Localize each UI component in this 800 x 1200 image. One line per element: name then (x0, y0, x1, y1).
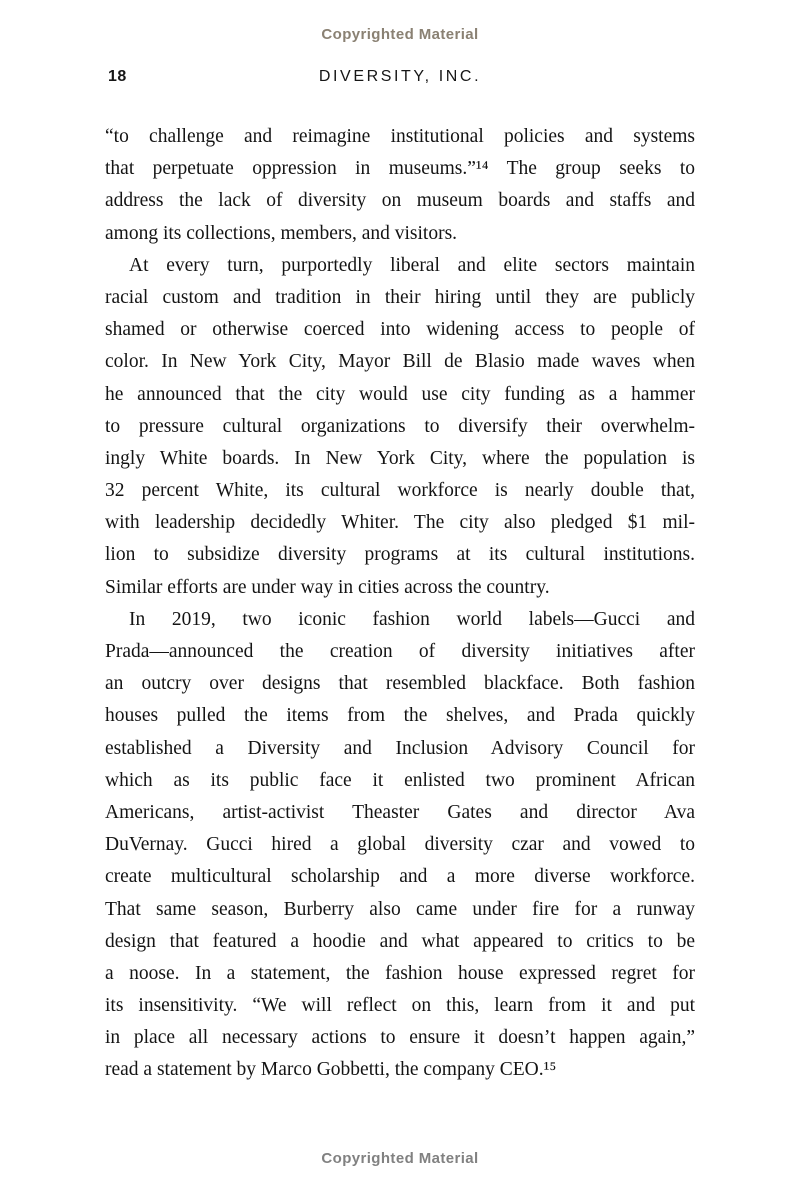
text-line: with leadership decidedly Whiter. The city also pledged $1 mil- (105, 512, 695, 534)
text-line: read a statement by Marco Gobbetti, the company CEO.¹⁵ (105, 1059, 557, 1081)
page-number: 18 (108, 68, 127, 85)
text-line: to pressure cultural organizations to diversify their overwhelm- (105, 415, 695, 437)
text-line: an outcry over designs that resembled blackface. Both fashion (105, 673, 695, 695)
text-line: At every turn, purportedly liberal and elite sectors maintain (129, 254, 695, 276)
text-line: That same season, Burberry also came under fire for a runway (105, 898, 695, 920)
running-header (105, 68, 695, 90)
text-line: “to challenge and reimagine institutional policies and systems (105, 126, 695, 147)
text-line: among its collections, members, and visitors. (105, 222, 458, 244)
text-line: a noose. In a statement, the fashion house expressed regret for (105, 962, 695, 984)
text-line: its insensitivity. “We will reflect on this, learn from it and put (105, 995, 695, 1017)
paragraph (105, 250, 695, 604)
text-line: design that featured a hoodie and what appeared to critics to be (105, 930, 695, 952)
text-line: houses pulled the items from the shelves, and Prada quickly (105, 705, 695, 727)
paragraph (105, 604, 695, 1087)
paragraph (105, 121, 695, 250)
copyright-notice-top: Copyrighted Material (321, 26, 479, 43)
text-line: Similar efforts are under way in cities across the country. (105, 576, 550, 598)
text-line: established a Diversity and Inclusion Advisory Council for (105, 737, 695, 759)
copyright-notice-bottom: Copyrighted Material (321, 1150, 479, 1167)
text-line: shamed or otherwise coerced into widening access to people of (105, 319, 695, 341)
text-line: that perpetuate oppression in museums.”¹⁴ The group seeks to (105, 158, 695, 180)
running-title: DIVERSITY, INC. (318, 68, 482, 85)
text-line: ingly White boards. In New York City, where the population is (105, 447, 695, 469)
text-line: lion to subsidize diversity programs at its cultural institutions. (105, 544, 695, 566)
text-line: racial custom and tradition in their hiring until they are publicly (105, 286, 695, 308)
text-line: 32 percent White, its cultural workforce is nearly double that, (105, 480, 695, 502)
text-line: in place all necessary actions to ensure it doesn’t happen again,” (105, 1027, 695, 1049)
text-line: In 2019, two iconic fashion world labels—Gucci and (129, 608, 695, 630)
body-text (105, 121, 695, 1087)
text-line: DuVernay. Gucci hired a global diversity czar and vowed to (105, 834, 695, 856)
text-line: which as its public face it enlisted two prominent African (105, 769, 695, 791)
text-line: Americans, artist-activist Theaster Gates and director Ava (105, 801, 695, 823)
text-line: Prada—announced the creation of diversity initiatives after (105, 641, 695, 662)
text-line: create multicultural scholarship and a more diverse workforce. (105, 866, 695, 888)
text-line: address the lack of diversity on museum boards and staffs and (105, 190, 695, 212)
text-line: color. In New York City, Mayor Bill de Blasio made waves when (105, 351, 695, 373)
text-line: he announced that the city would use city funding as a hammer (105, 383, 695, 405)
